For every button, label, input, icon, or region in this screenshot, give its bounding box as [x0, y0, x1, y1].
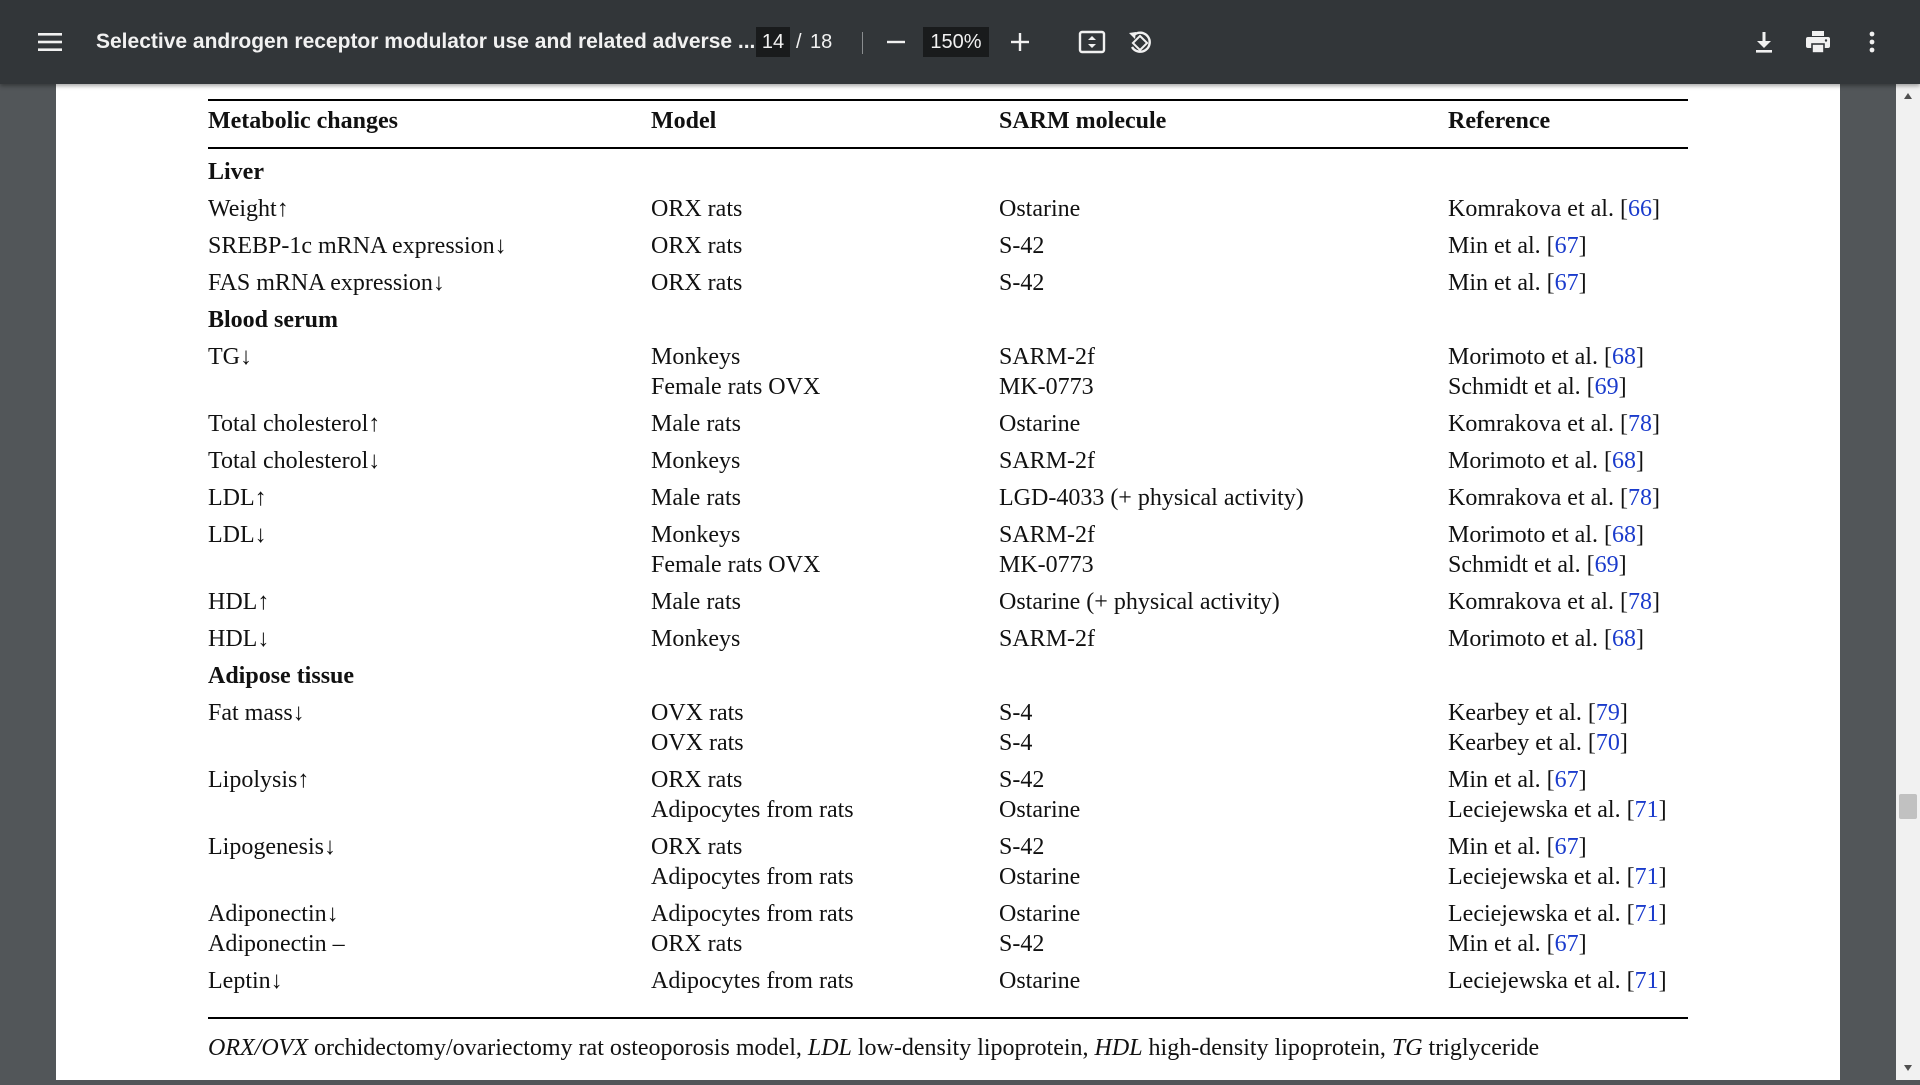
reference-bracket: ] — [1658, 901, 1667, 927]
citation-link[interactable]: 70 — [1595, 730, 1620, 756]
fit-page-icon — [1078, 29, 1106, 55]
reference-bracket: ] — [1619, 700, 1628, 726]
cell-model: ORX rats — [651, 196, 743, 222]
cell-sarm-molecule: S-4 — [999, 730, 1033, 756]
cell-metabolic-change: Weight↑ — [208, 196, 289, 222]
reference-author: Morimoto et al. [ — [1448, 448, 1612, 474]
cell-sarm-molecule: S-42 — [999, 834, 1045, 860]
cell-model: Monkeys — [651, 448, 741, 474]
cell-metabolic-change: LDL↑ — [208, 485, 267, 511]
reference-bracket: ] — [1578, 767, 1587, 793]
cell-model: Male rats — [651, 589, 741, 615]
scrollbar-thumb[interactable] — [1899, 794, 1917, 819]
cell-model: OVX rats — [651, 730, 744, 756]
reference-author: Kearbey et al. [ — [1448, 700, 1596, 726]
menu-button[interactable] — [26, 18, 74, 66]
citation-link[interactable]: 71 — [1634, 901, 1659, 927]
footnote-text: low-density lipoprotein, — [851, 1035, 1095, 1061]
reference-bracket: ] — [1651, 196, 1660, 222]
reference-author: Schmidt et al. [ — [1448, 374, 1595, 400]
reference-author: Morimoto et al. [ — [1448, 626, 1612, 652]
reference-author: Morimoto et al. [ — [1448, 522, 1612, 548]
cell-reference — [1448, 765, 1587, 795]
cell-reference — [1448, 409, 1660, 439]
rotate-icon — [1126, 28, 1154, 56]
cell-sarm-molecule: SARM-2f — [999, 522, 1096, 548]
toolbar-divider — [862, 32, 863, 54]
cell-sarm-molecule: S-42 — [999, 233, 1045, 259]
document-title: Selective androgen receptor modulator use and related adverse ... — [96, 30, 756, 53]
minus-icon — [885, 31, 907, 53]
footnote-text: orchidectomy/ovariectomy rat osteoporosis model, — [307, 1035, 808, 1061]
cell-sarm-molecule: S-42 — [999, 767, 1045, 793]
zoom-in-button[interactable] — [996, 18, 1044, 66]
cell-metabolic-change: HDL↑ — [208, 589, 270, 615]
citation-link[interactable]: 66 — [1627, 196, 1652, 222]
reference-author: Min et al. [ — [1448, 767, 1555, 793]
cell-model: Adipocytes from rats — [651, 797, 854, 823]
reference-author: Kearbey et al. [ — [1448, 730, 1596, 756]
fit-to-page-button[interactable] — [1068, 18, 1116, 66]
cell-metabolic-change: HDL↓ — [208, 626, 270, 652]
cell-reference — [1448, 624, 1644, 654]
citation-link[interactable]: 78 — [1627, 485, 1652, 511]
reference-bracket: ] — [1651, 589, 1660, 615]
cell-reference — [1448, 587, 1660, 617]
reference-author: Leciejewska et al. [ — [1448, 968, 1635, 994]
cell-reference — [1448, 966, 1667, 996]
citation-link[interactable]: 78 — [1627, 589, 1652, 615]
zoom-out-button[interactable] — [872, 18, 920, 66]
reference-bracket: ] — [1658, 864, 1667, 890]
cell-sarm-molecule: Ostarine — [999, 968, 1081, 994]
cell-metabolic-change: TG↓ — [208, 344, 252, 370]
reference-author: Komrakova et al. [ — [1448, 589, 1628, 615]
cell-metabolic-change: LDL↓ — [208, 522, 267, 548]
citation-link[interactable]: 78 — [1627, 411, 1652, 437]
reference-author: Schmidt et al. [ — [1448, 552, 1595, 578]
reference-author: Komrakova et al. [ — [1448, 196, 1628, 222]
cell-sarm-molecule: SARM-2f — [999, 344, 1096, 370]
footnote-abbr: LDL — [807, 1035, 852, 1061]
cell-reference — [1448, 698, 1628, 728]
citation-link[interactable]: 69 — [1594, 552, 1619, 578]
cell-sarm-molecule: MK-0773 — [999, 374, 1094, 400]
reference-author: Min et al. [ — [1448, 270, 1555, 296]
cell-sarm-molecule: Ostarine — [999, 797, 1081, 823]
column-header-sarm-molecule: SARM molecule — [999, 108, 1167, 134]
cell-model: Male rats — [651, 485, 741, 511]
reference-author: Komrakova et al. [ — [1448, 411, 1628, 437]
cell-reference — [1448, 929, 1587, 959]
reference-bracket: ] — [1635, 626, 1644, 652]
more-vert-icon — [1868, 30, 1876, 54]
citation-link[interactable]: 67 — [1554, 767, 1579, 793]
cell-model: ORX rats — [651, 270, 743, 296]
cell-reference — [1448, 795, 1667, 825]
section-heading: Blood serum — [208, 307, 339, 333]
citation-link[interactable]: 71 — [1634, 968, 1659, 994]
reference-bracket: ] — [1618, 374, 1627, 400]
cell-model: Monkeys — [651, 626, 741, 652]
cell-reference — [1448, 862, 1667, 892]
print-button[interactable] — [1794, 18, 1842, 66]
cell-metabolic-change: Total cholesterol↓ — [208, 448, 381, 474]
cell-reference — [1448, 231, 1587, 261]
cell-reference — [1448, 550, 1627, 580]
page-number-input[interactable] — [756, 27, 790, 57]
print-icon — [1805, 30, 1831, 54]
cell-sarm-molecule: Ostarine — [999, 411, 1081, 437]
reference-bracket: ] — [1578, 931, 1587, 957]
cell-sarm-molecule: SARM-2f — [999, 626, 1096, 652]
cell-model: ORX rats — [651, 767, 743, 793]
download-button[interactable] — [1740, 18, 1788, 66]
citation-link[interactable]: 71 — [1634, 864, 1659, 890]
cell-metabolic-change: Total cholesterol↑ — [208, 411, 381, 437]
cell-metabolic-change: Lipogenesis↓ — [208, 834, 336, 860]
reference-bracket: ] — [1619, 730, 1628, 756]
citation-link[interactable]: 67 — [1554, 834, 1579, 860]
cell-metabolic-change: Leptin↓ — [208, 968, 283, 994]
cell-model: ORX rats — [651, 931, 743, 957]
citation-link[interactable]: 68 — [1611, 344, 1636, 370]
section-heading: Liver — [208, 159, 264, 185]
column-header-reference: Reference — [1448, 108, 1551, 134]
pdf-toolbar — [0, 0, 1920, 84]
cell-sarm-molecule: Ostarine — [999, 901, 1081, 927]
cell-reference — [1448, 728, 1628, 758]
page-separator: / — [796, 31, 802, 53]
citation-link[interactable]: 67 — [1554, 270, 1579, 296]
rotate-button[interactable] — [1116, 18, 1164, 66]
cell-model: Male rats — [651, 411, 741, 437]
reference-bracket: ] — [1578, 233, 1587, 259]
citation-link[interactable]: 71 — [1634, 797, 1659, 823]
cell-sarm-molecule: S-42 — [999, 931, 1045, 957]
reference-bracket: ] — [1618, 552, 1627, 578]
cell-model: Adipocytes from rats — [651, 968, 854, 994]
table-footnote — [208, 1033, 1539, 1063]
cell-model: Adipocytes from rats — [651, 901, 854, 927]
column-header-metabolic-changes: Metabolic changes — [208, 108, 398, 134]
cell-reference — [1448, 899, 1667, 929]
reference-bracket: ] — [1578, 270, 1587, 296]
cell-sarm-molecule: Ostarine — [999, 864, 1081, 890]
footnote-abbr: TG — [1391, 1035, 1423, 1061]
cell-reference — [1448, 342, 1644, 372]
cell-model: ORX rats — [651, 233, 743, 259]
vertical-scrollbar[interactable] — [1896, 84, 1920, 1080]
citation-link[interactable]: 79 — [1595, 700, 1620, 726]
cell-model: Female rats OVX — [651, 374, 821, 400]
scroll-up-arrow-icon — [1896, 84, 1920, 108]
more-options-button[interactable] — [1848, 18, 1896, 66]
footnote-text: high-density lipoprotein, — [1142, 1035, 1392, 1061]
pdf-page — [56, 84, 1840, 1080]
cell-metabolic-change: Adiponectin – — [208, 931, 345, 957]
document-viewer — [0, 84, 1896, 1080]
cell-sarm-molecule: S-42 — [999, 270, 1045, 296]
section-heading: Adipose tissue — [208, 663, 355, 689]
cell-reference — [1448, 194, 1660, 224]
reference-author: Min et al. [ — [1448, 233, 1555, 259]
citation-link[interactable]: 68 — [1611, 522, 1636, 548]
reference-bracket: ] — [1635, 448, 1644, 474]
cell-sarm-molecule: LGD-4033 (+ physical activity) — [999, 485, 1304, 511]
page-total: 18 — [810, 31, 833, 53]
cell-reference — [1448, 832, 1587, 862]
cell-metabolic-change: Lipolysis↑ — [208, 767, 310, 793]
cell-model: Female rats OVX — [651, 552, 821, 578]
reference-bracket: ] — [1635, 522, 1644, 548]
reference-bracket: ] — [1651, 485, 1660, 511]
reference-bracket: ] — [1651, 411, 1660, 437]
cell-reference — [1448, 520, 1644, 550]
plus-icon — [1009, 31, 1031, 53]
cell-reference — [1448, 372, 1627, 402]
cell-sarm-molecule: S-4 — [999, 700, 1033, 726]
citation-link[interactable]: 67 — [1554, 233, 1579, 259]
footnote-abbr: ORX/OVX — [208, 1035, 308, 1061]
cell-metabolic-change: Adiponectin↓ — [208, 901, 339, 927]
reference-author: Min et al. [ — [1448, 931, 1555, 957]
column-header-model: Model — [651, 108, 717, 134]
reference-author: Leciejewska et al. [ — [1448, 901, 1635, 927]
reference-author: Komrakova et al. [ — [1448, 485, 1628, 511]
scroll-up-button[interactable] — [1896, 84, 1920, 108]
citation-link[interactable]: 68 — [1611, 626, 1636, 652]
reference-bracket: ] — [1658, 968, 1667, 994]
cell-sarm-molecule: SARM-2f — [999, 448, 1096, 474]
footnote-text: triglyceride — [1422, 1035, 1540, 1061]
reference-bracket: ] — [1635, 344, 1644, 370]
cell-metabolic-change: Fat mass↓ — [208, 700, 305, 726]
cell-model: Monkeys — [651, 522, 741, 548]
cell-model: OVX rats — [651, 700, 744, 726]
cell-model: ORX rats — [651, 834, 743, 860]
cell-sarm-molecule: Ostarine (+ physical activity) — [999, 589, 1280, 615]
table-header-rule — [208, 147, 1688, 149]
reference-author: Morimoto et al. [ — [1448, 344, 1612, 370]
cell-reference — [1448, 268, 1587, 298]
zoom-level-input[interactable] — [923, 27, 989, 57]
citation-link[interactable]: 67 — [1554, 931, 1579, 957]
reference-author: Leciejewska et al. [ — [1448, 797, 1635, 823]
cell-model: Monkeys — [651, 344, 741, 370]
menu-icon — [37, 31, 63, 53]
cell-reference — [1448, 483, 1660, 513]
cell-metabolic-change: FAS mRNA expression↓ — [208, 270, 445, 296]
scroll-down-arrow-icon — [1896, 1056, 1920, 1080]
citation-link[interactable]: 69 — [1594, 374, 1619, 400]
reference-author: Min et al. [ — [1448, 834, 1555, 860]
scroll-down-button[interactable] — [1896, 1056, 1920, 1080]
footnote-abbr: HDL — [1094, 1035, 1143, 1061]
cell-metabolic-change: SREBP-1c mRNA expression↓ — [208, 233, 507, 259]
cell-sarm-molecule: MK-0773 — [999, 552, 1094, 578]
reference-author: Leciejewska et al. [ — [1448, 864, 1635, 890]
download-icon — [1752, 30, 1776, 54]
table-bottom-rule — [208, 1017, 1688, 1019]
reference-bracket: ] — [1578, 834, 1587, 860]
cell-model: Adipocytes from rats — [651, 864, 854, 890]
cell-reference — [1448, 446, 1644, 476]
table-top-rule — [208, 99, 1688, 101]
citation-link[interactable]: 68 — [1611, 448, 1636, 474]
cell-sarm-molecule: Ostarine — [999, 196, 1081, 222]
reference-bracket: ] — [1658, 797, 1667, 823]
